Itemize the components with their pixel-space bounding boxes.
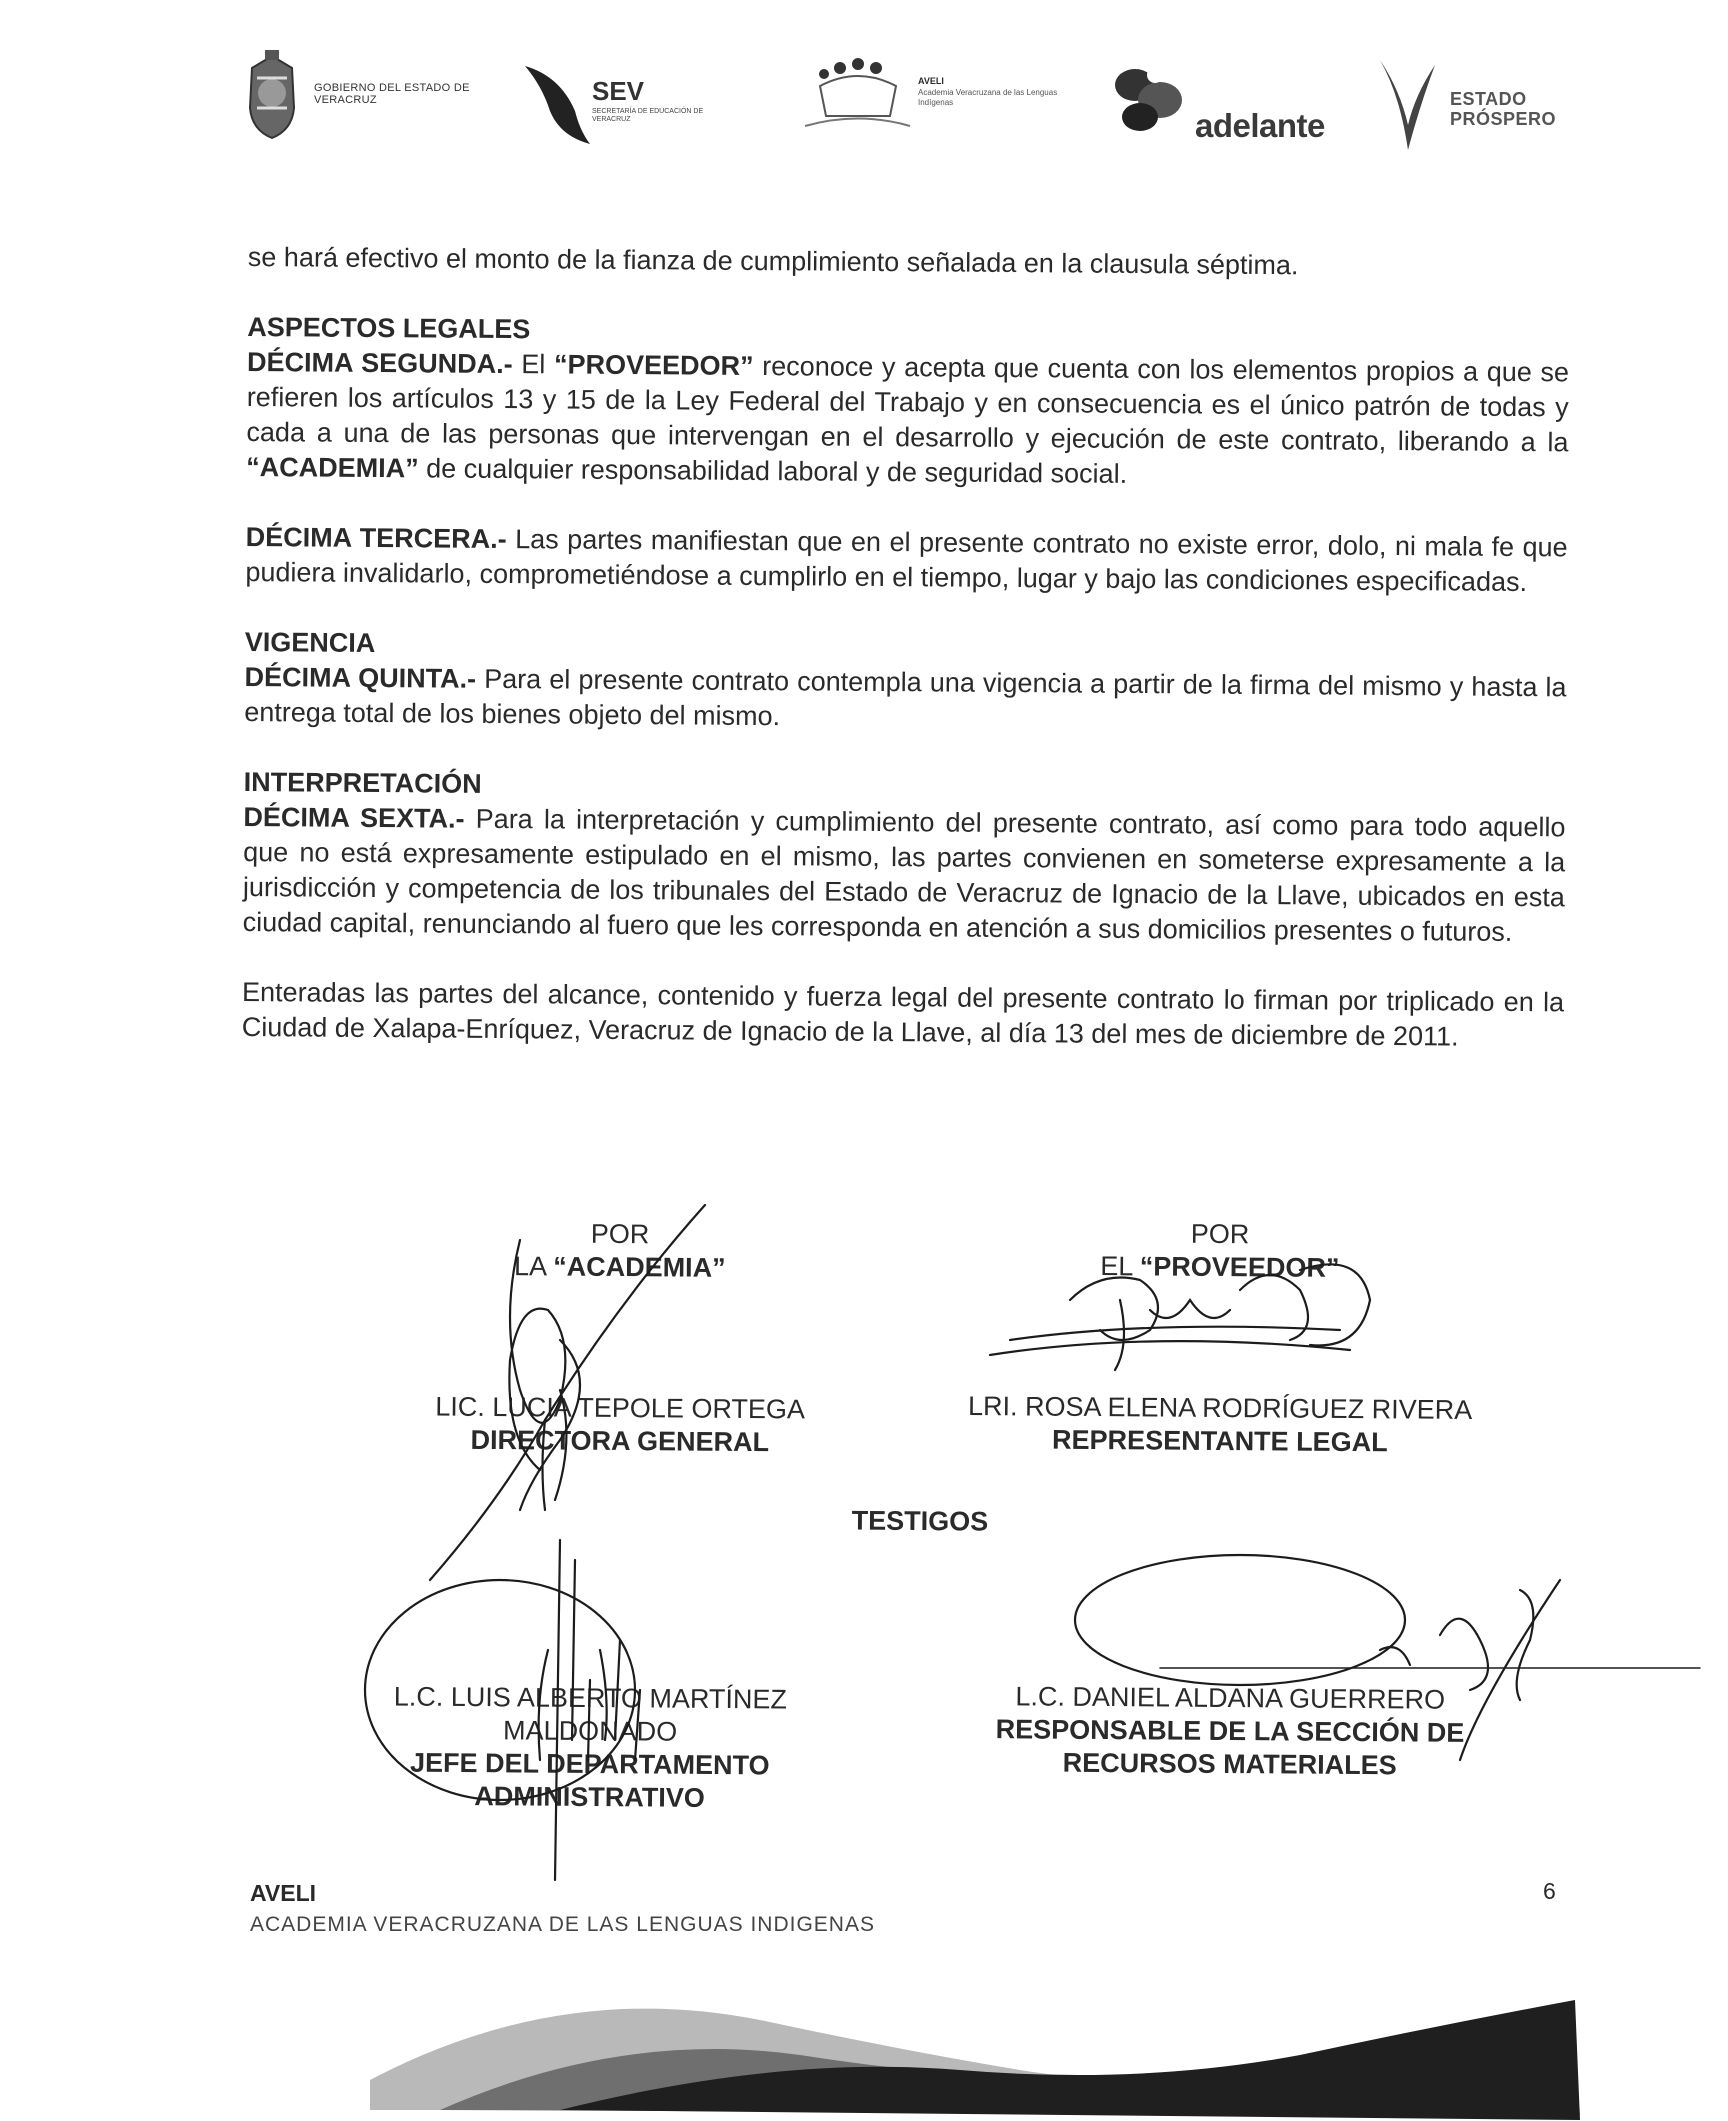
- clause-text: Para la interpretación y cumplimiento del presente contrato, así como para todo aquello que no está expresamente estipulado en el mismo, las partes convienen en someterse expresamente a la jurisdicción y competencia de los tribunales del Estado de Veracruz de Ignacio de la Llave, ubicados en esta ciudad capital, renunciando al fuero que les corresponda en atención a sus domicilios presentes o futuros.: [242, 803, 1566, 947]
- footer-org: AVELI: [250, 1880, 317, 1906]
- clause-decima-segunda: [246, 345, 1569, 495]
- academia-person: LIC. LUCIA TEPOLE ORTEGA: [435, 1391, 806, 1425]
- page-header: [0, 0, 1728, 180]
- aveli-figures-icon: [800, 56, 915, 136]
- adelante-logo: [1105, 55, 1325, 155]
- proveedor-signatory: [910, 1390, 1530, 1461]
- clause-text: reconoce y acepta que cuenta con los elementos propios a que se refieren los artículos 13 y 15 de la Ley Federal del Trabajo y en consecuencia es el único patrón de todas y cada a una de las personas que intervengan en el desarrollo y ejecución de este contrato, liberando a la: [246, 350, 1570, 458]
- closing-paragraph: Enteradas las partes del alcance, contenido y fuerza legal del presente contrato lo firman por triplicado en la Ciudad de Xalapa-Enríquez, Veracruz de Ignacio de la Llave, al día 13 del mes de diciembre de 2011.: [241, 976, 1565, 1052]
- witness2-person: L.C. DANIEL ALDANA GUERRERO: [1015, 1681, 1446, 1715]
- proveedor-por: POR: [1190, 1218, 1250, 1250]
- testigos-heading: TESTIGOS: [851, 1505, 989, 1537]
- clause-decima-sexta: [243, 800, 1566, 950]
- academia-signatory-header: [360, 1216, 881, 1286]
- clause-text: Para el presente contrato contempla una vigencia a partir de la firma del mismo y hasta la entrega total de los bienes objeto del mismo.: [244, 663, 1567, 732]
- adelante-logo-text: adelante: [1195, 107, 1325, 144]
- academia-name: “ACADEMIA”: [553, 1251, 726, 1283]
- sev-logo: [520, 56, 704, 151]
- gobierno-veracruz-logo: [232, 48, 470, 148]
- sev-logo-text: SECRETARÍA DE EDUCACIÓN DE VERACRUZ: [592, 108, 704, 123]
- sev-swoosh-icon: [520, 56, 600, 146]
- estado-logo-text: [1450, 89, 1556, 129]
- footer-wave-graphic: [0, 1960, 1728, 2121]
- proveedor-signatory-header: [910, 1216, 1530, 1287]
- proveedor-name: “PROVEEDOR”: [1139, 1251, 1340, 1283]
- clause-label: DÉCIMA QUINTA.-: [244, 661, 477, 694]
- intro-paragraph: se hará efectivo el monto de la fianza de cumplimiento señalada en la clausula séptima.: [247, 241, 1299, 281]
- section-heading-interpretacion: INTERPRETACIÓN: [243, 766, 482, 799]
- witness2-title: RESPONSABLE DE LA SECCIÓN DE RECURSOS MATERIALES: [995, 1714, 1465, 1781]
- gob-logo-text: GOBIERNO DEL ESTADO DE VERACRUZ: [314, 82, 470, 106]
- coat-of-arms-icon: [232, 48, 312, 143]
- estado-prospero-logo: [1370, 55, 1557, 160]
- clause-decima-quinta: [244, 660, 1567, 740]
- witness1-person: L.C. LUIS ALBERTO MARTÍNEZ MALDONADO: [393, 1681, 788, 1747]
- aveli-logo-text: Academia Veracruzana de las Lenguas Indígenas: [918, 88, 1058, 107]
- academia-term: “ACADEMIA”: [246, 451, 419, 484]
- aveli-logo-title: AVELI: [918, 76, 944, 86]
- page-number: 6: [1543, 1878, 1556, 1904]
- witness2-signature-oval: [1075, 1555, 1405, 1685]
- academia-title: DIRECTORA GENERAL: [470, 1424, 770, 1458]
- proveedor-person: LRI. ROSA ELENA RODRÍGUEZ RIVERA: [967, 1391, 1473, 1425]
- witness1-signatory: [329, 1680, 850, 1816]
- contract-body: [242, 240, 1570, 1055]
- clause-text: El: [512, 349, 555, 380]
- footer-org-name: ACADEMIA VERACRUZANA DE LAS LENGUAS INDIGENAS: [250, 1913, 875, 1936]
- academia-signatory: [360, 1390, 881, 1460]
- estado-logo-line1: ESTADO: [1450, 89, 1527, 109]
- aveli-logo: [800, 56, 1058, 141]
- section-heading-vigencia: VIGENCIA: [244, 626, 376, 659]
- clause-text: de cualquier responsabilidad laboral y de seguridad social.: [418, 453, 1128, 489]
- adelante-figures-icon: [1105, 55, 1205, 150]
- clause-label: DÉCIMA TERCERA.-: [245, 521, 507, 555]
- clause-decima-tercera: [245, 520, 1568, 600]
- academia-por: POR: [590, 1218, 650, 1250]
- clause-label: DÉCIMA SEXTA.-: [243, 801, 465, 834]
- clause-text: Las partes manifiestan que en el presente contrato no existe error, dolo, ni mala fe que pudiera invalidarlo, comprometiéndose a cumplirlo en el tiempo, lugar y bajo las condiciones especificadas.: [245, 524, 1568, 598]
- estado-logo-line2: PRÓSPERO: [1450, 109, 1557, 129]
- proveedor-el: EL: [1100, 1251, 1140, 1282]
- academia-la: LA: [513, 1251, 554, 1282]
- estado-leaf-icon: [1370, 55, 1445, 155]
- section-heading-aspectos-legales: ASPECTOS LEGALES: [247, 311, 531, 345]
- proveedor-title: REPRESENTANTE LEGAL: [1051, 1424, 1388, 1458]
- witness1-title: JEFE DEL DEPARTAMENTO ADMINISTRATIVO: [409, 1747, 770, 1813]
- clause-label: DÉCIMA SEGUNDA.-: [246, 346, 513, 380]
- witness2-signatory: [950, 1680, 1511, 1783]
- sev-logo-title: SEV: [592, 76, 645, 106]
- proveedor-term: “PROVEEDOR”: [553, 349, 754, 381]
